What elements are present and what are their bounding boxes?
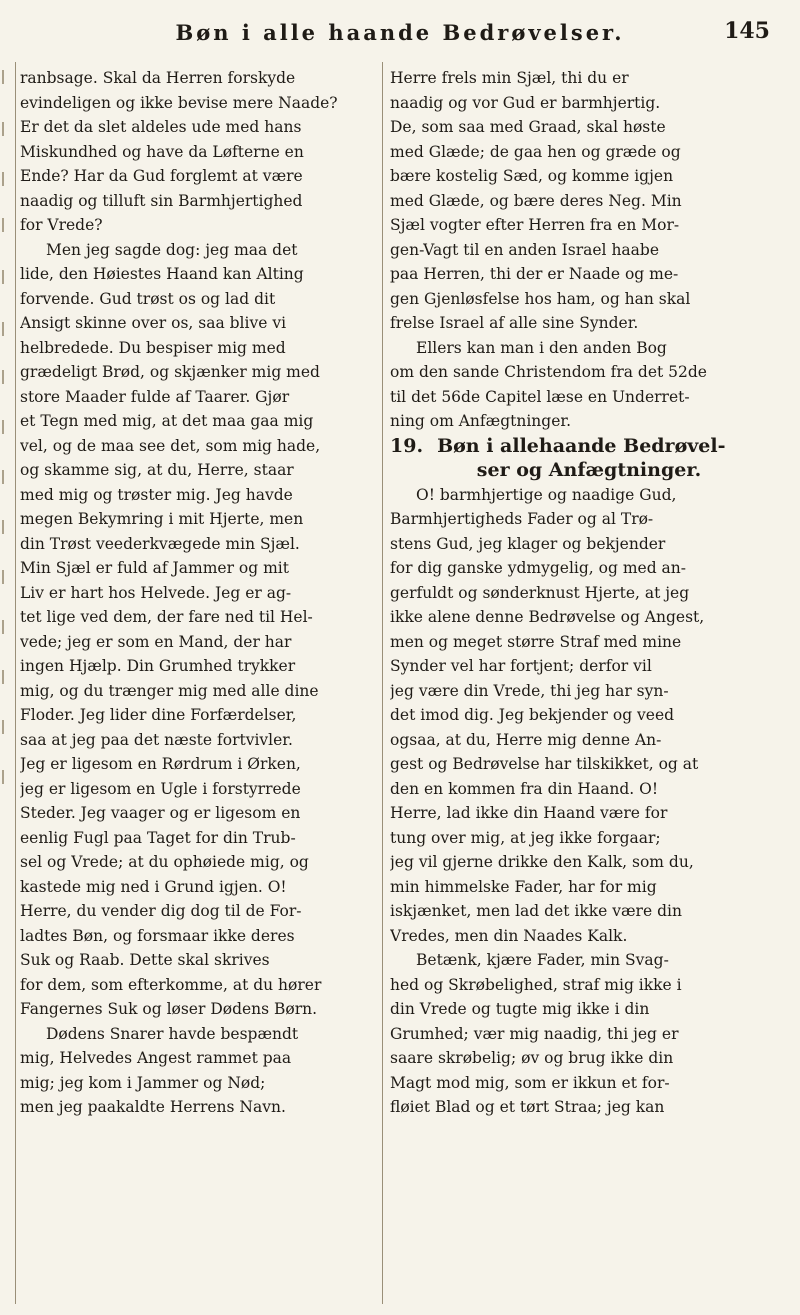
text-line: Er det da slet aldeles ude med hans [20, 118, 302, 136]
text-line: med Glæde, og bære deres Neg. Min [390, 191, 682, 210]
text-line: frelse Israel af alle sine Synder. [390, 314, 639, 332]
text-line: naadig og vor Gud er barmhjertig. [390, 93, 661, 112]
text-line: store Maader fulde af Taarer. Gjør [20, 387, 290, 406]
text-line: saare skrøbelig; øv og brug ikke din [390, 1049, 674, 1067]
text-line: gen-Vagt til en anden Israel haabe [390, 240, 660, 259]
text-line: Herre, du vender dig dog til de For- [20, 902, 302, 920]
text-line: men jeg paakaldte Herrens Navn. [20, 1098, 286, 1116]
text-line: grædeligt Brød, og skjænker mig med [20, 363, 320, 381]
text-line: Synder vel har fortjent; derfor vil [390, 657, 652, 675]
text-line: gerfuldt og sønderknust Hjerte, at jeg [390, 583, 690, 602]
text-line: megen Bekymring i mit Hjerte, men [20, 510, 304, 528]
text-line: jeg vil gjerne drikke den Kalk, som du, [390, 853, 694, 871]
text-line: Liv er hart hos Helvede. Jeg er ag- [20, 583, 292, 602]
text-line: gest og Bedrøvelse har tilskikket, og at [390, 755, 699, 773]
text-line: iskjænket, men lad det ikke være din [390, 902, 682, 920]
text-line: ranbsage. Skal da Herren forskyde [20, 69, 296, 87]
text-line: eenlig Fugl paa Taget for din Trub- [20, 828, 296, 847]
text-line: din Trøst veederkvægede min Sjæl. [20, 534, 300, 553]
text-line: naadig og tilluft sin Barmhjertighed [20, 191, 303, 210]
text-line: Vredes, men din Naades Kalk. [390, 926, 628, 945]
right-column-top-text [390, 66, 788, 434]
left-text-column [20, 66, 376, 1120]
text-line: ingen Hjælp. Din Grumhed trykker [20, 657, 296, 675]
text-line: om den sande Christendom fra det 52de [390, 363, 707, 381]
text-line: ning om Anfægtninger. [390, 412, 572, 430]
text-line: Suk og Raab. Dette skal skrives [20, 951, 270, 969]
text-line: Min Sjæl er fuld af Jammer og mit [20, 559, 289, 577]
text-line: min himmelske Fader, har for mig [390, 877, 657, 896]
text-line: Barmhjertigheds Fader og al Trø- [390, 510, 654, 528]
text-line: din Vrede og tugte mig ikke i din [390, 1000, 650, 1018]
page-header [20, 18, 780, 52]
text-line: men og meget større Straf med mine [390, 632, 682, 651]
right-text-column [390, 66, 788, 1120]
text-line: tet lige ved dem, der fare ned til Hel- [20, 608, 313, 626]
right-column-bottom-text [390, 483, 788, 1120]
text-line: Ende? Har da Gud forglemt at være [20, 167, 303, 185]
text-line: Steder. Jeg vaager og er ligesom en [20, 804, 301, 822]
text-line: tung over mig, at jeg ikke forgaar; [390, 828, 661, 847]
page-number: 145 [724, 18, 770, 44]
section-heading [390, 434, 788, 459]
text-line: Herre, lad ikke din Haand være for [390, 804, 668, 822]
text-line: hed og Skrøbelighed, straf mig ikke i [390, 975, 682, 994]
section-title-line1: Bøn i allehaande Bedrøvel- [437, 434, 726, 457]
text-line: med Glæde; de gaa hen og græde og [390, 142, 681, 161]
text-line: Fangernes Suk og løser Dødens Børn. [20, 1000, 318, 1018]
text-line: stens Gud, jeg klager og bekjender [390, 534, 666, 553]
text-line: den en kommen fra din Haand. O! [390, 779, 659, 798]
text-line: for Vrede? [20, 216, 103, 234]
text-line: Dødens Snarer havde bespændt [46, 1024, 299, 1043]
text-line: Men jeg sagde dog: jeg maa det [46, 240, 298, 259]
running-title: Bøn i alle haande Bedrøvelser. [175, 20, 625, 45]
text-line: og skamme sig, at du, Herre, staar [20, 461, 294, 479]
text-line: Herre frels min Sjæl, thi du er [390, 69, 629, 87]
text-line: med mig og trøster mig. Jeg havde [20, 485, 293, 504]
text-line: vede; jeg er som en Mand, der har [20, 632, 292, 651]
text-line: til det 56de Capitel læse en Underret- [390, 387, 690, 406]
text-line: gen Gjenløsfelse hos ham, og han skal [390, 289, 691, 308]
text-line: mig, Helvedes Angest rammet paa [20, 1049, 292, 1067]
text-line: sel og Vrede; at du ophøiede mig, og [20, 853, 309, 871]
text-line: for dem, som efterkomme, at du hører [20, 975, 322, 994]
text-line: Sjæl vogter efter Herren fra en Mor- [390, 216, 680, 234]
section-number: 19. [390, 434, 424, 457]
text-line: mig; jeg kom i Jammer og Nød; [20, 1073, 266, 1092]
text-line: Grumhed; vær mig naadig, thi jeg er [390, 1024, 679, 1043]
text-line: evindeligen og ikke bevise mere Naade? [20, 93, 338, 112]
text-line: et Tegn med mig, at det maa gaa mig [20, 412, 314, 430]
text-line: forvende. Gud trøst os og lad dit [20, 289, 276, 308]
left-column-rule [15, 62, 16, 1304]
text-line: De, som saa med Graad, skal høste [390, 118, 666, 136]
text-line: paa Herren, thi der er Naade og me- [390, 265, 679, 283]
text-line: Magt mod mig, som er ikkun et for- [390, 1073, 670, 1092]
text-line: kastede mig ned i Grund igjen. O! [20, 877, 287, 896]
text-line: lide, den Høiestes Haand kan Alting [20, 265, 304, 283]
text-line: Ansigt skinne over os, saa blive vi [20, 314, 287, 332]
text-line: mig, og du trænger mig med alle dine [20, 681, 319, 700]
text-line: Miskundhed og have da Løfterne en [20, 142, 304, 161]
text-line: ladtes Bøn, og forsmaar ikke deres [20, 926, 295, 945]
text-line: det imod dig. Jeg bekjender og veed [390, 706, 675, 724]
text-line: O! barmhjertige og naadige Gud, [416, 485, 677, 504]
text-line: for dig ganske ydmygelig, og med an- [390, 559, 687, 577]
text-line: Floder. Jeg lider dine Forfærdelser, [20, 706, 297, 724]
text-line: Ellers kan man i den anden Bog [416, 338, 667, 357]
text-line: saa at jeg paa det næste fortvivler. [20, 730, 293, 749]
column-divider [382, 62, 383, 1304]
text-line: Jeg er ligesom en Rørdrum i Ørken, [20, 755, 301, 773]
text-line: vel, og de maa see det, som mig hade, [20, 436, 321, 455]
section-title-line2: ser og Anfægtninger. [476, 459, 702, 481]
text-line: fløiet Blad og et tørt Straa; jeg kan [390, 1098, 665, 1116]
text-line: helbredede. Du bespiser mig med [20, 338, 286, 357]
text-line: ogsaa, at du, Herre mig denne An- [390, 730, 662, 749]
text-line: jeg er ligesom en Ugle i forstyrrede [20, 779, 301, 798]
text-line: bære kostelig Sæd, og komme igjen [390, 167, 674, 185]
text-line: jeg være din Vrede, thi jeg har syn- [390, 681, 669, 700]
binding-edge-marks [0, 60, 14, 1300]
text-line: Betænk, kjære Fader, min Svag- [416, 951, 669, 969]
text-line: ikke alene denne Bedrøvelse og Angest, [390, 608, 705, 626]
